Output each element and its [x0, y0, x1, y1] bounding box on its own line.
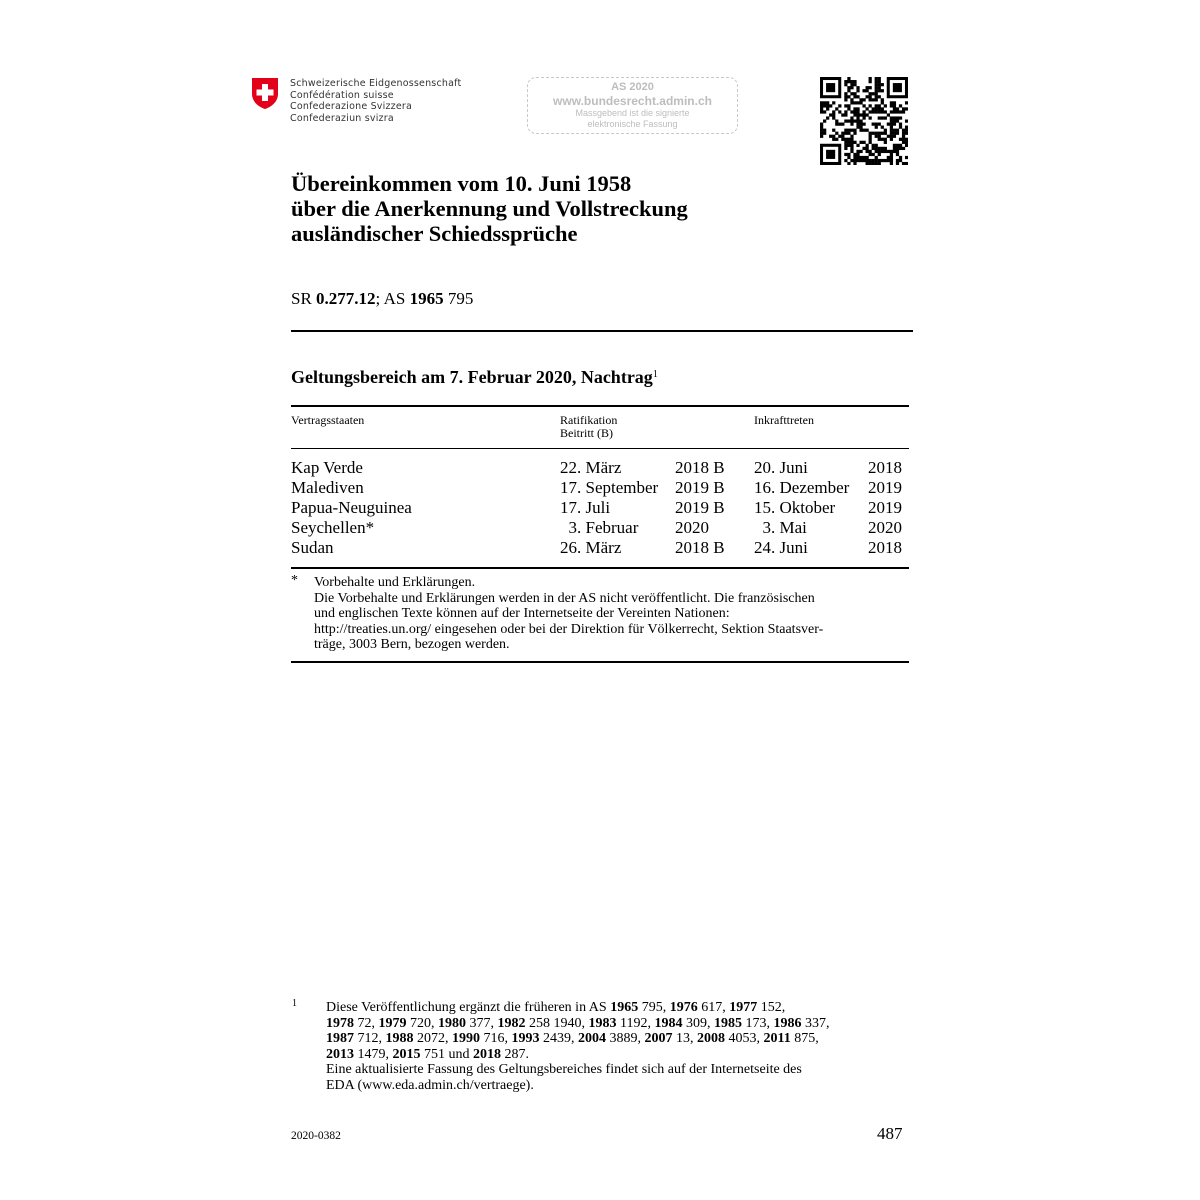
footnote-segment: 712, [354, 1031, 386, 1046]
note-line: träge, 3003 Bern, bezogen werden. [314, 637, 510, 652]
reference-segment: ; AS [375, 289, 410, 308]
cell-entry-date: 3. Mai [754, 518, 807, 537]
footnote-segment: 1479, [354, 1046, 393, 1062]
footnote-segment: 13, [672, 1031, 697, 1046]
cell-state: Malediven [291, 478, 364, 497]
footnote-segment: 309, [682, 1015, 714, 1031]
qr-code-icon [820, 77, 908, 165]
cell-ratification-year: 2019 B [675, 478, 725, 497]
footnote-segment: 1965 [610, 1000, 639, 1015]
footnote-segment: 173, [741, 1015, 774, 1031]
footnote-number: 1 [292, 998, 297, 1009]
cell-entry-date: 24. Juni [754, 538, 808, 557]
footnote-segment: 287. [501, 1046, 529, 1062]
cell-state: Sudan [291, 538, 334, 557]
confederation-line-de: Schweizerische Eidgenossenschaft [290, 78, 462, 89]
cell-state: Papua-Neuguinea [291, 498, 412, 517]
footnote-segment: 1983 [588, 1015, 617, 1031]
footnote-line [326, 1078, 916, 1094]
footnote-line [326, 1062, 916, 1078]
footnote-segment: 2004 [578, 1031, 606, 1046]
reference-segment: 795 [443, 289, 474, 308]
heading-text: Geltungsbereich am 7. Februar 2020, Nachtrag [291, 367, 653, 387]
footnote-segment: 1982 [497, 1015, 526, 1031]
footnote-segment: 2007 [644, 1031, 673, 1046]
footnote-reference: 1 [652, 369, 658, 380]
stamp-line-2: www.bundesrecht.admin.ch [553, 94, 712, 108]
footnote-segment: 2072, [413, 1031, 452, 1046]
footnote-segment: 2439, [539, 1031, 578, 1046]
stamp-line-3: Massgebend ist die signierte [575, 108, 690, 118]
cell-ratification-date: 3. Februar [560, 518, 639, 537]
footnote-segment: 2013 [326, 1046, 354, 1062]
footnote-segment: 716, [480, 1031, 512, 1046]
footnote-segment: EDA (www.eda.admin.ch/vertraege). [326, 1077, 534, 1093]
document-id: 2020-0382 [291, 1130, 341, 1142]
footnote-segment: 72, [354, 1015, 379, 1031]
footnote-segment: 1976 [669, 1000, 698, 1015]
cell-entry-year: 2019 [868, 498, 902, 517]
footnote-segment: 4053, [725, 1031, 764, 1046]
cell-entry-year: 2018 [868, 538, 902, 557]
footnote-segment: 377, [466, 1015, 498, 1031]
footnote-segment: 1978 [326, 1015, 354, 1031]
footnote-segment: 1979 [378, 1015, 407, 1031]
cell-ratification-date: 26. März [560, 538, 622, 557]
stamp-line-4: elektronische Fassung [587, 119, 678, 129]
footnote-segment: 1990 [452, 1031, 480, 1046]
cell-entry-date: 15. Oktober [754, 498, 836, 517]
table-bottom-rule [291, 567, 909, 569]
footnote-segment: 152, [757, 1000, 786, 1015]
note-line: und englischen Texte können auf der Internetseite der Vereinten Nationen: [314, 606, 730, 621]
header-states: Vertragsstaaten [291, 413, 365, 427]
cell-ratification-year: 2018 B [675, 538, 725, 557]
note-line: http://treaties.un.org/ eingesehen oder bei der Direktion für Völkerrecht, Sektion Staatsver- [314, 621, 824, 637]
swiss-cross-icon [251, 77, 279, 110]
footnote-line [326, 1047, 916, 1063]
footnote-segment: 720, [406, 1015, 438, 1031]
cell-ratification-date: 17. September [560, 478, 659, 497]
footnote-segment: 2018 [473, 1046, 501, 1062]
page-number: 487 [877, 1124, 903, 1143]
footnote-segment: 875, [790, 1031, 819, 1046]
cell-entry-date: 20. Juni [754, 458, 808, 477]
footnote-segment: 1980 [438, 1015, 466, 1031]
confederation-names [290, 78, 461, 124]
confederation-line-it: Confederazione Svizzera [290, 101, 413, 113]
footnote-line [326, 1031, 916, 1047]
footnote-line [326, 1016, 916, 1032]
document-title [291, 171, 688, 246]
footnote-segment: 1988 [385, 1031, 414, 1046]
header-ratification-1: Ratifikation [560, 413, 618, 427]
footnote-segment: 1984 [654, 1015, 683, 1031]
note-asterisk: * [291, 573, 298, 588]
footnote-segment: Diese Veröffentlichung ergänzt die früheren in AS [326, 1000, 611, 1015]
cell-ratification-date: 22. März [560, 458, 622, 477]
footnote-segment: 1977 [729, 1000, 758, 1015]
cell-ratification-year: 2019 B [675, 498, 725, 517]
cell-ratification-date: 17. Juli [560, 498, 611, 517]
footnote-segment: 1986 [773, 1015, 802, 1031]
title-line-3: ausländischer Schiedssprüche [291, 221, 578, 246]
footnote-segment: 617, [697, 1000, 730, 1015]
header-entry-into-force: Inkrafttreten [754, 413, 814, 427]
title-line-1: Übereinkommen vom 10. Juni 1958 [291, 171, 632, 196]
cell-ratification-year: 2020 [675, 518, 709, 537]
table-header-rule [291, 448, 909, 449]
footnote-text [326, 1000, 916, 1093]
reservations-note [314, 575, 904, 653]
cell-state: Kap Verde [291, 458, 363, 477]
footnote-segment: 337, [801, 1015, 830, 1031]
cell-entry-year: 2018 [868, 458, 902, 477]
title-line-2: über die Anerkennung und Vollstreckung [291, 196, 688, 221]
footnote-segment: 1192, [616, 1015, 655, 1031]
confederation-line-rm: Confederaziun svizra [290, 112, 394, 124]
footnote-segment: 1993 [511, 1031, 540, 1046]
footnote-segment: 1987 [326, 1031, 354, 1046]
note-line: Vorbehalte und Erklärungen. [314, 575, 476, 590]
footnote-segment: 258 1940, [525, 1015, 589, 1031]
footnote-segment: 3889, [606, 1031, 645, 1046]
reference-segment: 1965 [409, 289, 444, 308]
footnote-segment: 2008 [697, 1031, 725, 1046]
cell-ratification-year: 2018 B [675, 458, 725, 477]
cell-entry-year: 2019 [868, 478, 902, 497]
section-divider [291, 330, 913, 332]
footnote-line [326, 1000, 916, 1016]
footnote-segment: 751 und [420, 1046, 473, 1062]
footnote-segment: 2015 [392, 1046, 421, 1062]
cell-entry-year: 2020 [868, 518, 902, 537]
note-bottom-rule [291, 661, 909, 663]
sr-as-reference [291, 289, 473, 309]
stamp-line-1: AS 2020 [611, 81, 654, 93]
reference-segment: SR [291, 289, 317, 308]
note-line: Die Vorbehalte und Erklärungen werden in der AS nicht veröffentlicht. Die französischen [314, 590, 815, 606]
cell-state: Seychellen* [291, 518, 375, 537]
reference-segment: 0.277.12 [316, 289, 376, 308]
cell-entry-date: 16. Dezember [754, 478, 850, 497]
as-watermark-stamp [527, 77, 738, 134]
table-top-rule [291, 405, 909, 407]
header-ratification-2: Beitritt (B) [560, 426, 613, 440]
footnote-segment: 1985 [713, 1015, 742, 1031]
footnote-segment: Eine aktualisierte Fassung des Geltungsbereiches findet sich auf der Internetseite des [326, 1062, 802, 1077]
geltungsbereich-heading [291, 367, 658, 388]
footnote-segment: 2011 [763, 1031, 791, 1046]
confederation-line-fr: Confédération suisse [290, 89, 394, 101]
footnote-segment: 795, [638, 1000, 670, 1015]
